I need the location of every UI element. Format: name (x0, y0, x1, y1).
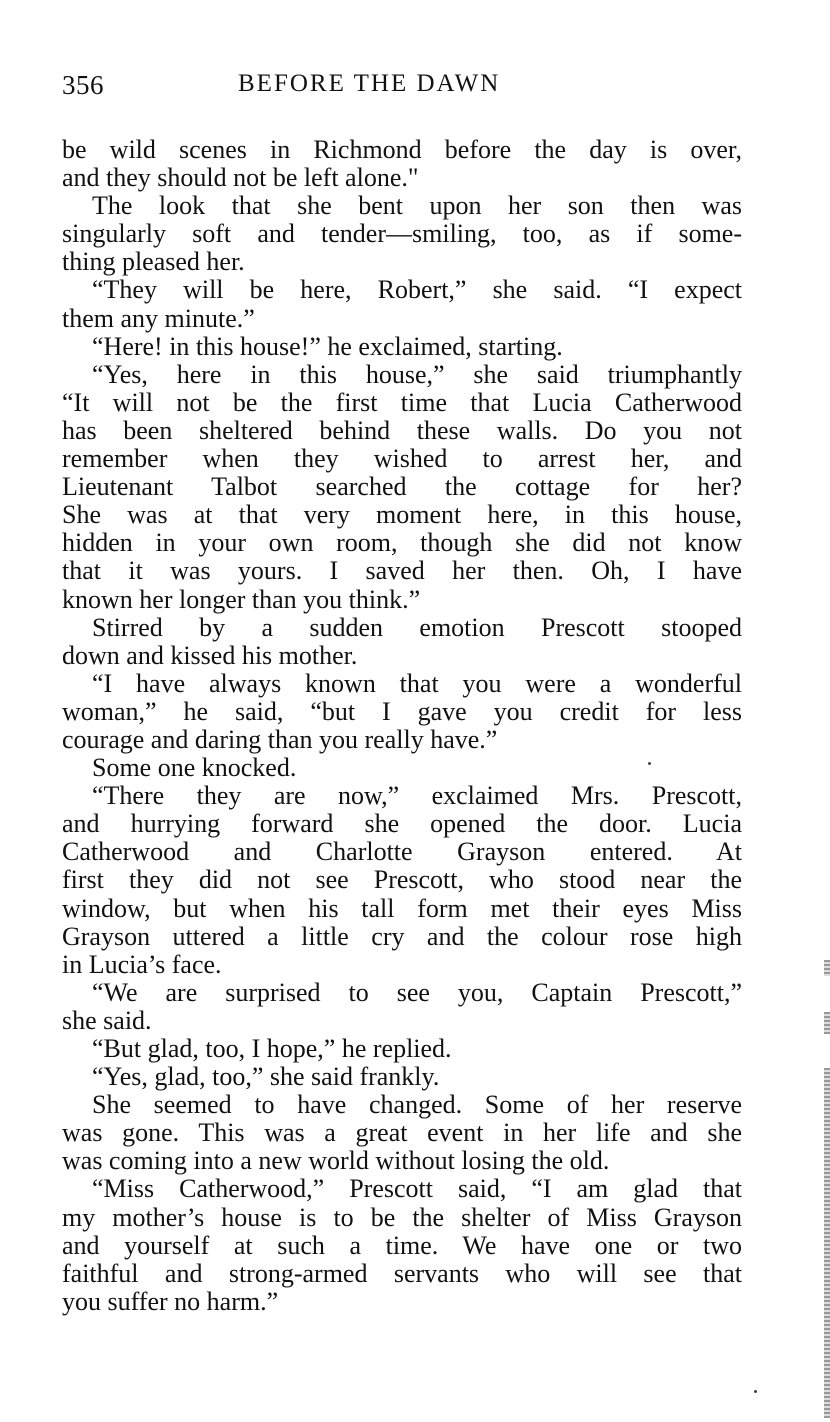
text-line: Some one knocked. (92, 753, 297, 783)
text-line: was gone. This was a great event in her life and she (62, 1118, 742, 1148)
text-line: singularly soft and tender—smiling, too, as if some- (62, 219, 742, 249)
text-line: known her longer than you think.” (62, 584, 421, 614)
body-text (62, 136, 742, 1316)
page-number: 356 (62, 70, 104, 100)
text-line: has been sheltered behind these walls. Do you not (62, 415, 742, 445)
text-line: She seemed to have changed. Some of her reserve (92, 1090, 742, 1120)
text-line: She was at that very moment here, in this house, (62, 500, 742, 530)
text-line: Grayson uttered a little cry and the colour rose high (62, 921, 742, 951)
text-line: and yourself at such a time. We have one or two (62, 1230, 742, 1260)
text-line: The look that she bent upon her son then was (92, 191, 742, 221)
text-line: remember when they wished to arrest her, and (62, 444, 742, 474)
text-line: courage and daring than you really have.” (62, 724, 498, 754)
text-line: “Miss Catherwood,” Prescott said, “I am glad that (92, 1174, 742, 1204)
text-line: and they should not be left alone." (62, 163, 419, 193)
text-line: “Yes, glad, too,” she said frankly. (92, 1062, 440, 1092)
text-line: “I have always known that you were a wonderful (92, 668, 742, 698)
text-line: “They will be here, Robert,” she said. “I expect (92, 275, 742, 305)
text-line: first they did not see Prescott, who stood near the (62, 865, 742, 895)
text-line: thing pleased her. (62, 247, 245, 277)
text-line: “Here! in this house!” he exclaimed, starting. (92, 331, 563, 361)
text-line: Lieutenant Talbot searched the cottage for her? (62, 472, 742, 502)
text-line: Stirred by a sudden emotion Prescott stooped (92, 612, 742, 642)
scan-edge-mark (824, 960, 830, 976)
text-line: faithful and strong-armed servants who will see that (62, 1258, 742, 1288)
running-head (62, 70, 762, 106)
text-line: “Yes, here in this house,” she said triumphantly (92, 359, 742, 389)
text-line: “We are surprised to see you, Captain Prescott,” (92, 977, 742, 1007)
running-title: BEFORE THE DAWN (238, 70, 501, 97)
scan-edge-mark (824, 1012, 830, 1034)
text-line: “It will not be the first time that Lucia Catherwood (62, 387, 742, 417)
text-line: and hurrying forward she opened the door. Lucia (62, 809, 742, 839)
scan-speck (648, 762, 651, 765)
text-line: that it was yours. I saved her then. Oh, I have (62, 556, 742, 586)
text-line: “There they are now,” exclaimed Mrs. Prescott, (92, 781, 742, 811)
text-line: Catherwood and Charlotte Grayson entered. At (62, 837, 742, 867)
text-line: hidden in your own room, though she did not know (62, 528, 742, 558)
text-line: them any minute.” (62, 303, 255, 333)
text-line: window, but when his tall form met their eyes Miss (62, 893, 742, 923)
scan-edge-mark (824, 1068, 830, 1418)
text-line: be wild scenes in Richmond before the day is over, (62, 135, 742, 164)
text-line: in Lucia’s face. (62, 949, 222, 979)
text-line: was coming into a new world without losing the old. (62, 1146, 610, 1176)
text-line: my mother’s house is to be the shelter of Miss Grayson (62, 1202, 742, 1232)
text-line: you suffer no harm.” (62, 1286, 279, 1316)
scan-speck (754, 1390, 757, 1393)
text-line: she said. (62, 1005, 152, 1035)
text-line: woman,” he said, “but I gave you credit for less (62, 696, 742, 726)
text-line: down and kissed his mother. (62, 640, 358, 670)
text-line: “But glad, too, I hope,” he replied. (92, 1034, 452, 1063)
